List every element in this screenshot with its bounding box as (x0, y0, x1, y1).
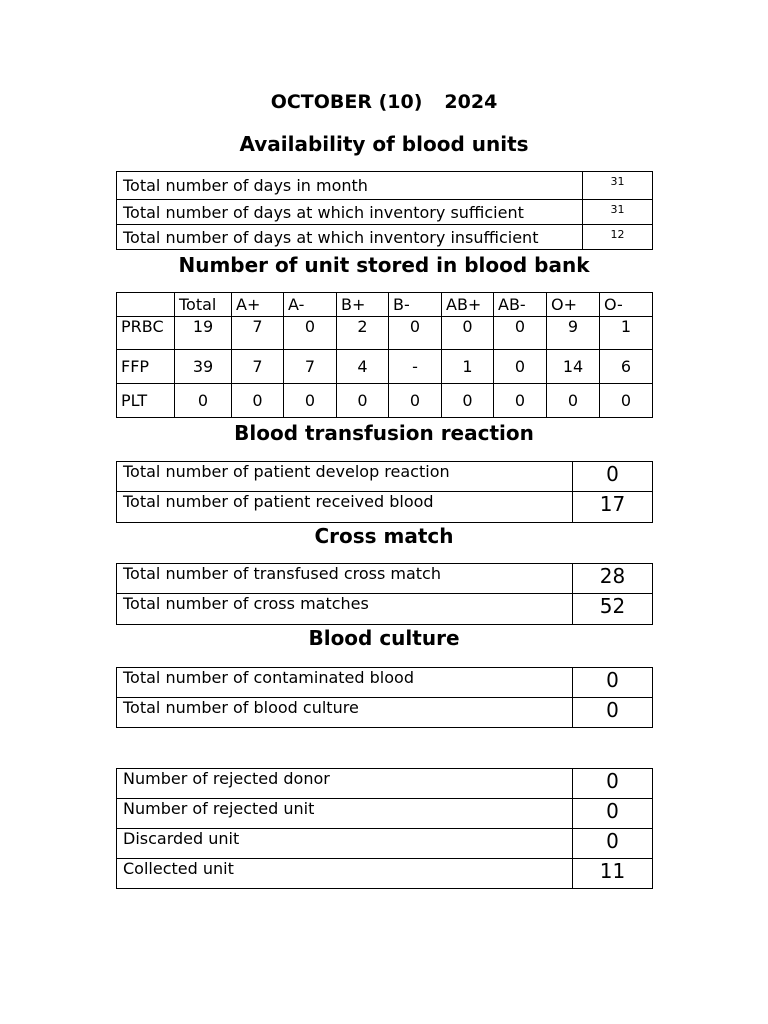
row-value: 0 (573, 668, 653, 698)
table-row (117, 350, 653, 384)
table-cell: 0 (494, 350, 547, 384)
table-cell: 6 (600, 350, 653, 384)
table-row (117, 564, 653, 594)
column-header: A- (284, 293, 337, 317)
table-cell: 19 (175, 317, 232, 350)
table-row (117, 594, 653, 625)
table-row (117, 200, 653, 225)
culture-table (116, 667, 653, 728)
column-header: B- (389, 293, 442, 317)
row-label: Total number of days at which inventory sufficient (117, 200, 583, 225)
table-cell: 14 (547, 350, 600, 384)
table-row (117, 492, 653, 523)
table-row (117, 317, 653, 350)
report-year: 2024 (444, 91, 498, 113)
table-row (117, 769, 653, 799)
report-title (0, 91, 768, 113)
column-header: Total (175, 293, 232, 317)
column-header: A+ (232, 293, 284, 317)
row-label: Total number of patient develop reaction (117, 462, 573, 492)
row-label: Discarded unit (117, 829, 573, 859)
row-value: 0 (573, 829, 653, 859)
culture-heading: Blood culture (308, 626, 460, 650)
row-label: Total number of patient received blood (117, 492, 573, 523)
row-label: Total number of days at which inventory insufficient (117, 225, 583, 250)
table-cell: 1 (442, 350, 494, 384)
table-cell: 0 (389, 384, 442, 418)
column-header: O+ (547, 293, 600, 317)
table-row (117, 462, 653, 492)
product-label: PLT (117, 384, 175, 418)
availability-table (116, 171, 653, 250)
crossmatch-table (116, 563, 653, 625)
table-cell: 0 (284, 317, 337, 350)
table-row (117, 225, 653, 250)
table-cell: 0 (547, 384, 600, 418)
row-value: 12 (583, 225, 653, 250)
table-cell: 0 (232, 384, 284, 418)
table-cell: 0 (175, 384, 232, 418)
table-cell: 0 (337, 384, 389, 418)
row-label: Number of rejected unit (117, 799, 573, 829)
table-cell: 0 (389, 317, 442, 350)
table-row (117, 829, 653, 859)
table-row (117, 799, 653, 829)
table-cell: 0 (494, 384, 547, 418)
table-cell: - (389, 350, 442, 384)
table-cell: 7 (232, 350, 284, 384)
table-cell: 0 (600, 384, 653, 418)
table-row (117, 384, 653, 418)
row-label: Number of rejected donor (117, 769, 573, 799)
report-month: OCTOBER (10) (270, 91, 423, 113)
table-cell: 39 (175, 350, 232, 384)
donor-table (116, 768, 653, 889)
table-cell: 2 (337, 317, 389, 350)
table-header-row (117, 293, 653, 317)
row-label: Total number of contaminated blood (117, 668, 573, 698)
row-label: Collected unit (117, 859, 573, 889)
product-label: PRBC (117, 317, 175, 350)
reaction-heading: Blood transfusion reaction (234, 421, 534, 445)
table-cell: 7 (284, 350, 337, 384)
stored-table (116, 292, 653, 418)
table-cell: 7 (232, 317, 284, 350)
table-cell: 0 (494, 317, 547, 350)
row-value: 0 (573, 799, 653, 829)
column-header: O- (600, 293, 653, 317)
row-value: 17 (573, 492, 653, 523)
column-header: B+ (337, 293, 389, 317)
table-row (117, 668, 653, 698)
reaction-table (116, 461, 653, 523)
column-header (117, 293, 175, 317)
table-cell: 1 (600, 317, 653, 350)
row-value: 28 (573, 564, 653, 594)
row-label: Total number of cross matches (117, 594, 573, 625)
table-row (117, 698, 653, 728)
availability-heading: Availability of blood units (239, 132, 529, 156)
table-row (117, 172, 653, 200)
row-value: 52 (573, 594, 653, 625)
table-cell: 9 (547, 317, 600, 350)
row-value: 0 (573, 698, 653, 728)
column-header: AB- (494, 293, 547, 317)
table-cell: 4 (337, 350, 389, 384)
column-header: AB+ (442, 293, 494, 317)
table-cell: 0 (284, 384, 337, 418)
table-row (117, 859, 653, 889)
table-cell: 0 (442, 384, 494, 418)
row-value: 31 (583, 172, 653, 200)
row-label: Total number of blood culture (117, 698, 573, 728)
stored-heading: Number of unit stored in blood bank (178, 253, 590, 277)
row-value: 11 (573, 859, 653, 889)
row-value: 0 (573, 462, 653, 492)
row-value: 0 (573, 769, 653, 799)
row-label: Total number of transfused cross match (117, 564, 573, 594)
table-cell: 0 (442, 317, 494, 350)
crossmatch-heading: Cross match (314, 524, 454, 548)
product-label: FFP (117, 350, 175, 384)
row-label: Total number of days in month (117, 172, 583, 200)
row-value: 31 (583, 200, 653, 225)
